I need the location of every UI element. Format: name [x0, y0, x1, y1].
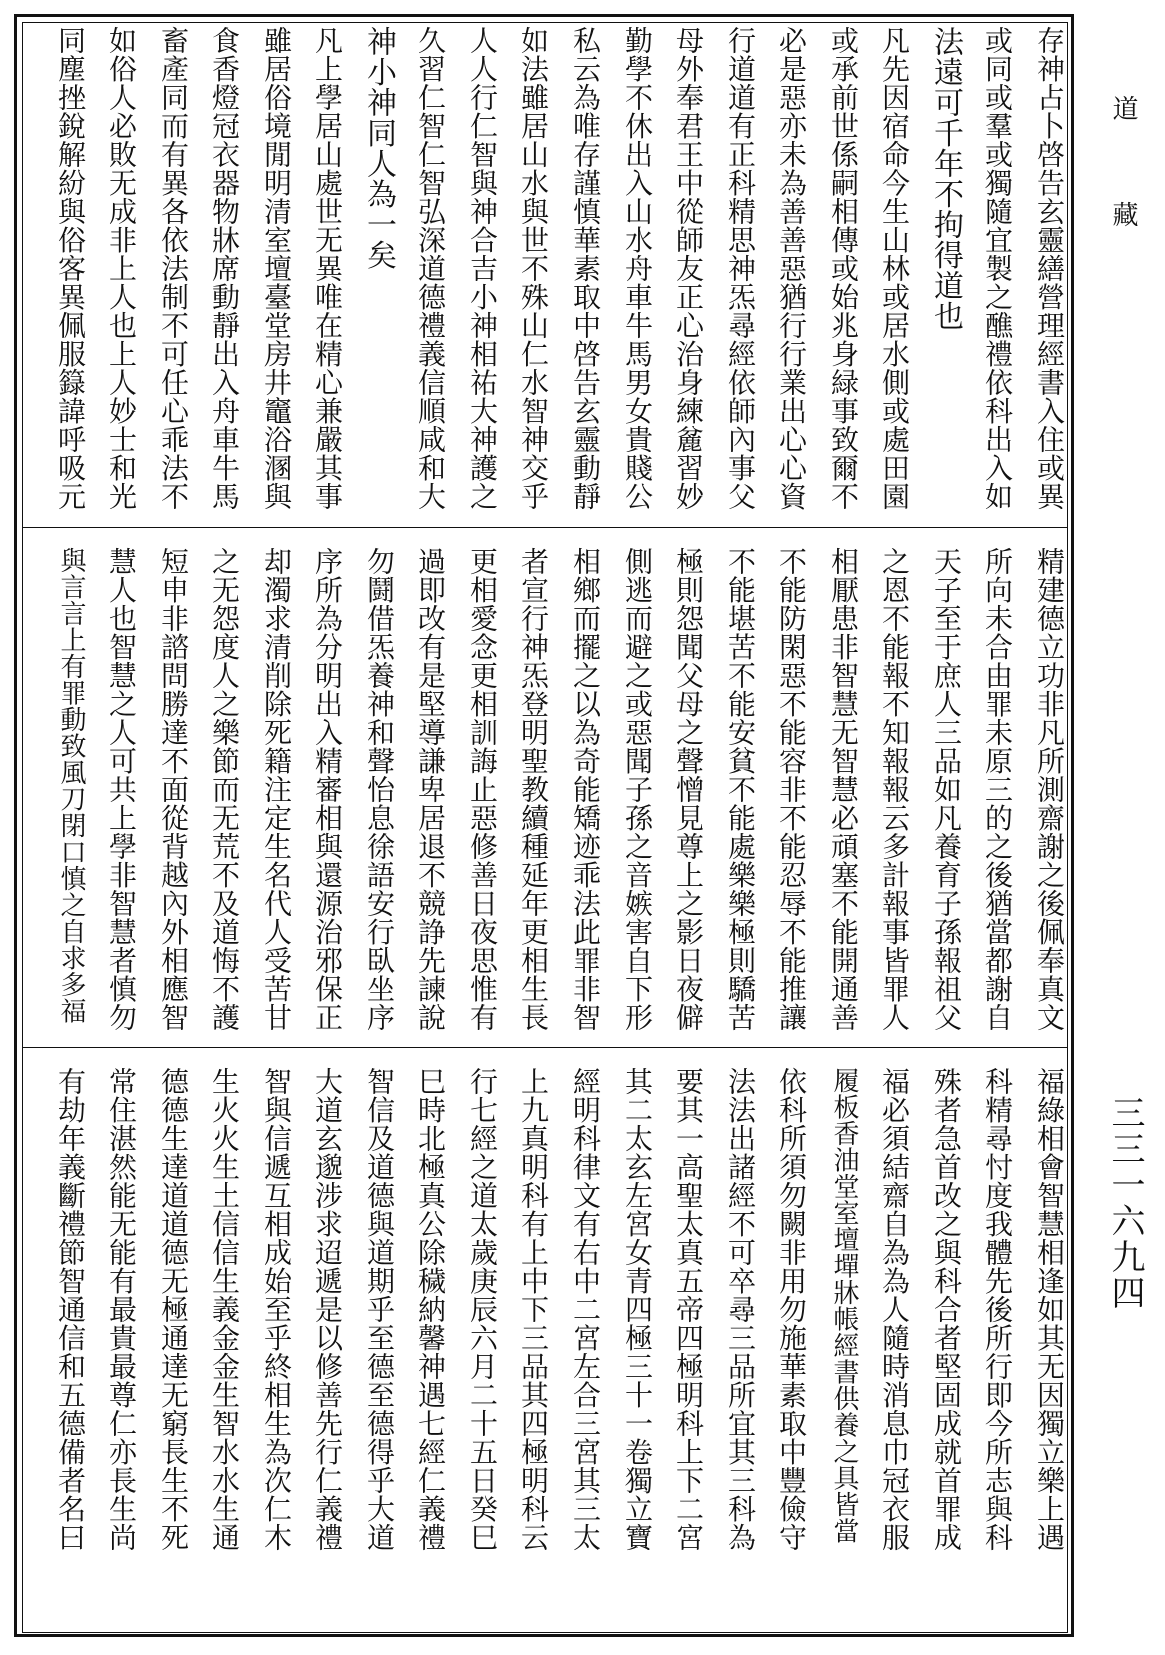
register-divider-2: [22, 1047, 1068, 1048]
text-column: 相厭患非智慧无智慧必頑塞不能開通善: [827, 547, 860, 1032]
page-number: 三三一六九四: [1105, 1095, 1145, 1311]
text-column: 所向未合由罪未原三的之後猶當都謝自: [981, 547, 1014, 1032]
text-column: 福綠相會智慧相逢如其无因獨立樂上遇: [1033, 1067, 1066, 1552]
collection-label: 道藏: [1108, 95, 1138, 307]
text-column: 與言言上有罪動致風刀閉口慎之自求多福: [56, 547, 86, 1024]
text-column: 德德生達道道德无極通達无窮長生不死: [157, 1067, 190, 1552]
text-column: 法遠可千年不拘得道也: [928, 26, 963, 331]
text-column: 母外奉君王中從師友正心治身練麄習妙: [672, 26, 705, 511]
text-column: 依科所須勿闕非用勿施華素取中豐儉守: [775, 1067, 808, 1552]
text-column: 存神占卜啓告玄靈繕營理經書入住或異: [1033, 26, 1066, 511]
text-column: 其二太玄左宮女青四極三十一卷獨立寶: [621, 1067, 654, 1552]
text-column: 上九真明科有上中下三品其四極明科云: [517, 1067, 550, 1552]
text-column: 者宣行神炁登明聖教續種延年更相生長: [517, 547, 550, 1032]
text-column: 却濁求清削除死籍注定生名代人受苦甘: [260, 547, 293, 1032]
text-column: 不能防閑惡不能容非不能忍辱不能推讓: [775, 547, 808, 1032]
text-column: 勿鬪借炁養神和聲怡息徐語安行臥坐序: [363, 547, 396, 1032]
text-column: 人人行仁智與神合吉小神相祐大神護之: [466, 26, 499, 511]
text-column: 凡先因宿命今生山林或居水側或處田園: [878, 26, 911, 511]
text-column: 精建德立功非凡所測齋謝之後佩奉真文: [1033, 547, 1066, 1032]
text-column: 雖居俗境閒明清室壇臺堂房井竈浴溷與: [260, 26, 293, 511]
text-column: 如法雖居山水與世不殊山仁水智神交乎: [517, 26, 550, 511]
text-column: 序所為分明出入精審相與還源治邪保正: [311, 547, 344, 1032]
text-column: 福必須結齋自為為人隨時消息巾冠衣服: [878, 1067, 911, 1552]
text-column: 凡上學居山處世无異唯在精心兼嚴其事: [311, 26, 344, 511]
text-column: 久習仁智仁智弘深道德禮義信順咸和大: [414, 26, 447, 511]
text-column: 神小神同人為一矣: [361, 26, 396, 270]
text-column: 常住湛然能无能有最貴最尊仁亦長生尚: [105, 1067, 138, 1552]
text-column: 更相愛念更相訓誨止惡修善日夜思惟有: [466, 547, 499, 1032]
text-column: 行七經之道太歲庚辰六月二十五日癸巳: [466, 1067, 499, 1552]
text-column: 大道玄邈涉求迢遞是以修善先行仁義禮: [311, 1067, 344, 1552]
text-column: 如俗人必敗无成非上人也上人妙士和光: [105, 26, 138, 511]
text-column: 必是惡亦未為善善惡猶行行業出心心資: [775, 26, 808, 511]
text-column: 短申非諮問勝達不面從背越內外相應智: [157, 547, 190, 1032]
text-column: 側逃而避之或惡聞子孫之音嫉害自下形: [621, 547, 654, 1032]
text-column: 之无怨度人之樂節而无荒不及道悔不護: [208, 547, 241, 1032]
register-middle: [27, 543, 1066, 1043]
text-column: 或承前世係嗣相傳或始兆身緑事致爾不: [827, 26, 860, 511]
text-column: 私云為唯存謹慎華素取中啓告玄靈動靜: [569, 26, 602, 511]
text-column: 過即改有是堅導謙卑居退不競諍先諫說: [414, 547, 447, 1032]
register-bottom: [27, 1063, 1066, 1563]
text-column: 經明科律文有右中二宮左合三宮其三太: [569, 1067, 602, 1552]
text-column: 智信及道德與道期乎至德至德得乎大道: [363, 1067, 396, 1552]
text-column: 天子至于庶人三品如凡養育子孫報祖父: [930, 547, 963, 1032]
text-column: 殊者急首改之與科合者堅固成就首罪成: [930, 1067, 963, 1552]
register-divider-1: [22, 527, 1068, 528]
text-column: 同塵挫銳解紛與俗客異佩服籙諱呼吸元: [54, 26, 87, 511]
text-column: 極則怨聞父母之聲憎見尊上之影日夜僻: [672, 547, 705, 1032]
text-column: 畜產同而有異各依法制不可任心乖法不: [157, 26, 190, 511]
text-column: 之恩不能報不知報報云多計報事皆罪人: [878, 547, 911, 1032]
text-column: 食香燈冠衣器物牀席動靜出入舟車牛馬: [208, 26, 241, 511]
text-column: 行道道有正科精思神炁尋經依師內事父: [724, 26, 757, 511]
text-column: 生火火生土信信生義金金生智水水生通: [208, 1067, 241, 1552]
text-column: 慧人也智慧之人可共上學非智慧者慎勿: [105, 547, 138, 1032]
text-column: 不能堪苦不能安貧不能處樂樂極則驕苦: [724, 547, 757, 1032]
text-column: 法法出諸經不可卒尋三品所宜其三科為: [724, 1067, 757, 1552]
text-column: 相鄉而擺之以為奇能矯迹乖法此罪非智: [569, 547, 602, 1032]
text-column: 巳時北極真公除穢納馨神遇七經仁義禮: [414, 1067, 447, 1552]
text-column: 有劫年義斷禮節智通信和五德備者名曰: [54, 1067, 87, 1552]
text-column: 智與信遞互相成始至乎終相生為次仁木: [260, 1067, 293, 1552]
text-column: 科精尋忖度我體先後所行即今所志與科: [981, 1067, 1014, 1552]
text-column: 履板香油堂室壇墠牀帳經書供養之具皆當: [829, 1067, 859, 1544]
register-top: [27, 22, 1066, 522]
text-column: 要其一高聖太真五帝四極明科上下二宮: [672, 1067, 705, 1552]
text-column: 或同或羣或獨隨宜製之醮禮依科出入如: [981, 26, 1014, 511]
text-column: 勤學不休出入山水舟車牛馬男女貴賤公: [621, 26, 654, 511]
